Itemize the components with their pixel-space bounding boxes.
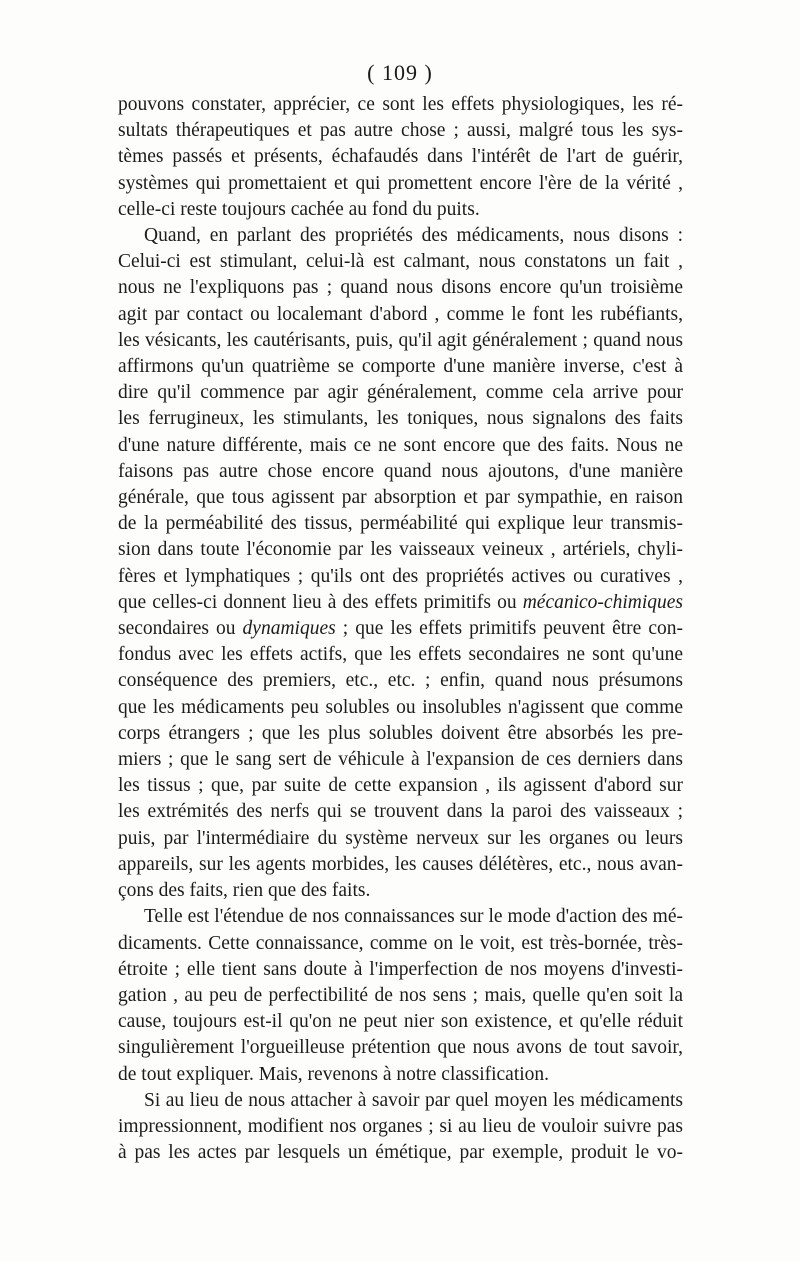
text-line: celle-ci reste toujours cachée au fond du puits. xyxy=(118,198,480,220)
text-line: dire qu'il commence par agir généralement, comme cela arrive pour xyxy=(118,382,683,404)
text-line: pouvons constater, apprécier, ce sont les effets physiologiques, les ré- xyxy=(118,94,683,115)
text-line: faisons pas autre chose encore quand nous ajoutons, d'une manière xyxy=(118,460,683,482)
paragraph-1 xyxy=(118,92,683,223)
italic-term: dynamiques xyxy=(242,618,336,640)
text-line: sion dans toute l'économie par les vaisseaux veineux , artériels, chyli- xyxy=(118,539,683,561)
text-line: d'une nature différente, mais ce ne sont encore que des faits. Nous ne xyxy=(118,434,683,456)
text-line: à pas les actes par lesquels un émétique, par exemple, produit le vo- xyxy=(118,1142,683,1164)
text-line: de tout expliquer. Mais, revenons à notre classification. xyxy=(118,1063,550,1085)
text-line: Telle est l'étendue de nos connaissances sur le mode d'action des mé- xyxy=(144,906,683,928)
text-line: impressionnent, modifient nos organes ; si au lieu de vouloir suivre pas xyxy=(118,1115,683,1137)
text-line: systèmes qui promettaient et qui promettent encore l'ère de la vérité , xyxy=(118,172,683,194)
text-line: puis, par l'intermédiaire du système nerveux sur les organes ou leurs xyxy=(118,827,683,849)
paragraph-4 xyxy=(118,1088,683,1167)
text-line: gation , au peu de perfectibilité de nos sens ; mais, quelle qu'en soit la xyxy=(118,984,683,1006)
text-line: nous ne l'expliquons pas ; quand nous disons encore qu'un troisième xyxy=(118,277,683,299)
text-line: tèmes passés et présents, échafaudés dans l'intérêt de l'art de guérir, xyxy=(118,146,683,168)
text-line: appareils, sur les agents morbides, les causes délétères, etc., nous avan- xyxy=(118,853,683,875)
body-text xyxy=(118,92,683,1166)
page-number: ( 109 ) xyxy=(367,60,433,85)
text-line: Celui-ci est stimulant, celui-là est calmant, nous constatons un fait , xyxy=(118,251,683,273)
text-line: çons des faits, rien que des faits. xyxy=(118,880,371,902)
text-line: dicaments. Cette connaissance, comme on le voit, est très-bornée, très- xyxy=(118,932,683,954)
text-line: que les médicaments peu solubles ou insolubles n'agissent que comme xyxy=(118,696,683,718)
text-line: fondus avec les effets actifs, que les effets secondaires ne sont qu'une xyxy=(118,644,683,666)
text-line: les extrémités des nerfs qui se trouvent dans la paroi des vaisseaux ; xyxy=(118,801,683,823)
italic-term: mécanico-chimiques xyxy=(522,591,683,613)
paragraph-3 xyxy=(118,904,683,1087)
text-line: fères et lymphatiques ; qu'ils ont des propriétés actives ou curatives , xyxy=(118,565,683,587)
text-line: les tissus ; que, par suite de cette expansion , ils agissent d'abord sur xyxy=(118,775,683,797)
text-line: singulièrement l'orgueilleuse prétention que nous avons de tout savoir, xyxy=(118,1037,683,1059)
text-line: miers ; que le sang sert de véhicule à l'expansion de ces derniers dans xyxy=(118,749,683,771)
text-line: conséquence des premiers, etc., etc. ; enfin, quand nous présumons xyxy=(118,670,683,692)
paragraph-2 xyxy=(118,223,683,904)
text-line: générale, que tous agissent par absorption et par sympathie, en raison xyxy=(118,487,683,509)
text-line: agit par contact ou localemant d'abord , comme le font les rubéfiants, xyxy=(118,303,683,325)
text-line: les ferrugineux, les stimulants, les toniques, nous signalons des faits xyxy=(118,408,683,430)
text-line: Si au lieu de nous attacher à savoir par quel moyen les médicaments xyxy=(144,1089,683,1111)
text-line: sultats thérapeutiques et pas autre chose ; aussi, malgré tous les sys- xyxy=(118,120,683,142)
text-line: de la perméabilité des tissus, perméabilité qui explique leur transmis- xyxy=(118,513,683,535)
text-line: corps étrangers ; que les plus solubles doivent être absorbés les pre- xyxy=(118,722,683,744)
text-line: cause, toujours est-il qu'on ne peut nier son existence, et qu'elle réduit xyxy=(118,1011,683,1033)
text-line: les vésicants, les cautérisants, puis, qu'il agit généralement ; quand nous xyxy=(118,329,683,351)
text-line: Quand, en parlant des propriétés des médicaments, nous disons : xyxy=(144,225,683,247)
text-line: secondaires ou dynamiques ; que les effets primitifs peuvent être con- xyxy=(118,618,683,640)
text-line: étroite ; elle tient sans doute à l'imperfection de nos moyens d'investi- xyxy=(118,958,683,980)
text-line: affirmons qu'un quatrième se comporte d'une manière inverse, c'est à xyxy=(118,356,683,378)
text-line: que celles-ci donnent lieu à des effets primitifs ou mécanico-chimiques xyxy=(118,591,683,613)
